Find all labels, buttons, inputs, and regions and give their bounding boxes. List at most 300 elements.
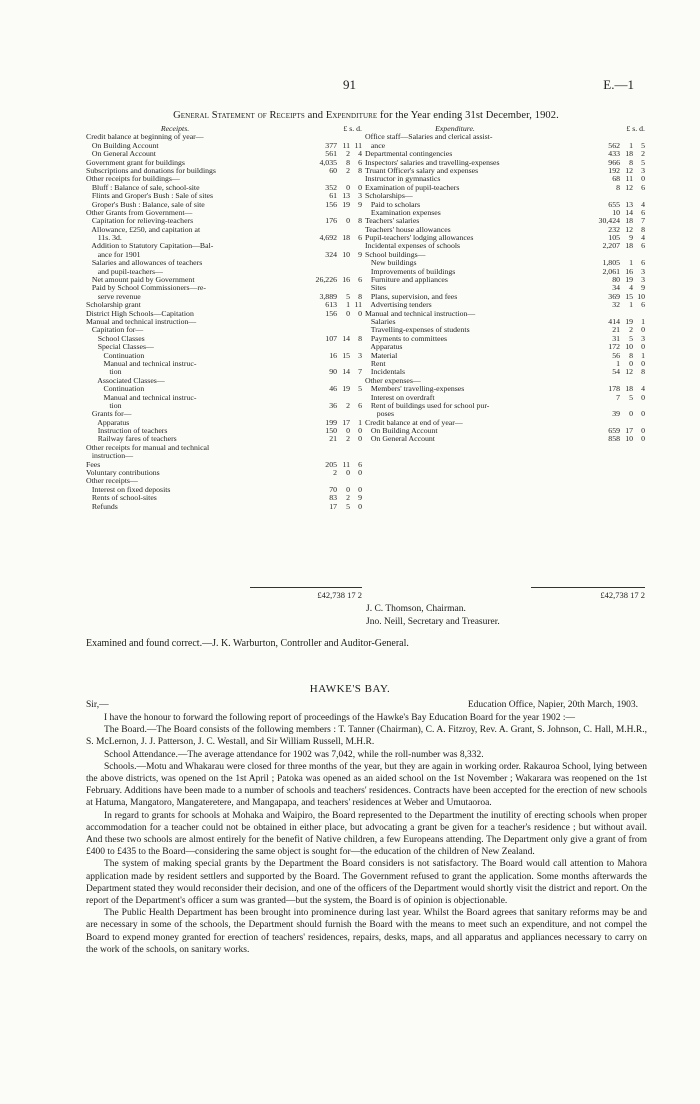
expenditure-description: Salaries bbox=[365, 317, 396, 326]
report-paragraph: In regard to grants for schools at Mohaka and Waipiro, the Board represented to the Department the inutility of erecting schools when proper accommodation for a teacher could not be obtained in either place, but advocating a grant be given for a teacher's residence ; but without avail. And these two schools are almost entirely for the benefit of Native children, a few Europeans attending. The Department only give a grant of from £400 to £435 to the Board—considering the same object is sought for—the education of the children of New Zealand. bbox=[86, 810, 647, 858]
receipts-shillings: 2 bbox=[346, 400, 350, 410]
receipts-description: Interest on fixed deposits bbox=[86, 485, 171, 494]
expenditure-description: Other expenses— bbox=[365, 376, 421, 385]
expenditure-description: Rent of buildings used for school pur- bbox=[365, 401, 490, 410]
expenditure-pence: 3 bbox=[641, 275, 645, 285]
expenditure-row bbox=[365, 268, 645, 276]
expenditure-currency: £ s. d. bbox=[626, 124, 645, 133]
receipts-pounds: 4,035 bbox=[319, 157, 337, 167]
receipts-shillings: 2 bbox=[346, 434, 350, 444]
expenditure-row bbox=[365, 276, 645, 284]
receipts-row bbox=[86, 452, 362, 460]
receipts-pence: 4 bbox=[358, 149, 362, 159]
receipts-pounds: 90 bbox=[329, 367, 337, 377]
receipts-row bbox=[86, 192, 362, 200]
expenditure-shillings: 9 bbox=[629, 233, 633, 243]
receipts-row bbox=[86, 326, 362, 334]
receipts-row bbox=[86, 159, 362, 167]
expenditure-pounds: 659 bbox=[608, 426, 620, 436]
expenditure-shillings: 0 bbox=[629, 409, 633, 419]
expenditure-pence: 0 bbox=[641, 342, 645, 352]
receipts-shillings: 11 bbox=[342, 140, 350, 150]
receipts-pence: 3 bbox=[358, 191, 362, 201]
expenditure-shillings: 18 bbox=[625, 384, 633, 394]
expenditure-row bbox=[365, 217, 645, 225]
receipts-description: Other receipts for buildings— bbox=[86, 175, 180, 184]
receipts-pence: 6 bbox=[358, 233, 362, 243]
secretary-signature: Jno. Neill, Secretary and Treasurer. bbox=[366, 617, 500, 627]
expenditure-shillings: 12 bbox=[625, 367, 633, 377]
expenditure-row bbox=[365, 402, 645, 410]
receipts-pence: 11 bbox=[354, 140, 362, 150]
receipts-description: Groper's Bush : Balance, sale of site bbox=[86, 200, 205, 209]
expenditure-row bbox=[365, 360, 645, 368]
receipts-shillings: 0 bbox=[346, 182, 350, 192]
receipts-description: Continuation bbox=[86, 385, 145, 394]
receipts-pence: 6 bbox=[358, 275, 362, 285]
receipts-shillings: 0 bbox=[346, 468, 350, 478]
receipts-shillings: 2 bbox=[346, 165, 350, 175]
receipts-pence: 9 bbox=[358, 493, 362, 503]
expenditure-pounds: 30,424 bbox=[598, 216, 620, 226]
expenditure-description: New buildings bbox=[365, 259, 417, 268]
receipts-pence: 6 bbox=[358, 459, 362, 469]
expenditure-description: On Building Account bbox=[365, 427, 438, 436]
expenditure-pence: 6 bbox=[641, 241, 645, 251]
receipts-pence: 6 bbox=[358, 157, 362, 167]
receipts-pence: 11 bbox=[354, 300, 362, 310]
receipts-row bbox=[86, 394, 362, 402]
receipts-description: Government grant for buildings bbox=[86, 158, 185, 167]
receipts-shillings: 0 bbox=[346, 308, 350, 318]
receipts-total: £42,738 17 2 bbox=[250, 587, 362, 600]
report-paragraph: The Board.—The Board consists of the following members : T. Tanner (Chairman), C. A. Fitzroy, Rev. A. Grant, S. Johnson, C. Hall, M.H.R., S. McLernon, J. J. Patterson, J. C. Westall, and Sir William Russell, M.H.R. bbox=[86, 725, 647, 748]
receipts-row bbox=[86, 301, 362, 309]
receipts-row bbox=[86, 435, 362, 443]
receipts-pence: 5 bbox=[358, 384, 362, 394]
receipts-row bbox=[86, 167, 362, 175]
receipts-description: Credit balance at beginning of year— bbox=[86, 133, 204, 142]
receipts-shillings: 5 bbox=[346, 291, 350, 301]
receipts-description: Paid by School Commissioners—re- bbox=[86, 284, 206, 293]
receipts-shillings: 16 bbox=[342, 275, 350, 285]
receipts-pence: 1 bbox=[358, 417, 362, 427]
receipts-currency: £ s. d. bbox=[343, 124, 362, 133]
receipts-row bbox=[86, 175, 362, 183]
expenditure-shillings: 0 bbox=[629, 358, 633, 368]
expenditure-description: Teachers' house allowances bbox=[365, 225, 451, 234]
expenditure-row bbox=[365, 284, 645, 292]
expenditure-pounds: 2,061 bbox=[602, 266, 620, 276]
expenditure-description: poses bbox=[365, 410, 395, 419]
receipts-pounds: 26,226 bbox=[315, 275, 337, 285]
expenditure-row bbox=[365, 335, 645, 343]
receipts-row bbox=[86, 293, 362, 301]
receipts-pence: 0 bbox=[358, 182, 362, 192]
expenditure-pence: 0 bbox=[641, 358, 645, 368]
receipts-pounds: 16 bbox=[329, 350, 337, 360]
report-paragraph: I have the honour to forward the following report of proceedings of the Hawke's Bay Education Board for the year 1902 :— bbox=[104, 713, 576, 723]
receipts-row bbox=[86, 461, 362, 469]
receipts-description: tion bbox=[86, 401, 122, 410]
expenditure-shillings: 2 bbox=[629, 325, 633, 335]
office-date: Education Office, Napier, 20th March, 1903. bbox=[467, 700, 638, 710]
expenditure-shillings: 19 bbox=[625, 316, 633, 326]
expenditure-description: Credit balance at end of year— bbox=[365, 418, 463, 427]
receipts-description: Scholarship grant bbox=[86, 301, 141, 310]
receipts-pence: 0 bbox=[358, 426, 362, 436]
expenditure-pounds: 8 bbox=[616, 182, 620, 192]
expenditure-pounds: 232 bbox=[608, 224, 620, 234]
expenditure-pounds: 80 bbox=[612, 275, 620, 285]
receipts-description: instruction— bbox=[86, 452, 133, 461]
expenditure-description: Scholarships— bbox=[365, 192, 413, 201]
expenditure-shillings: 5 bbox=[629, 392, 633, 402]
receipts-description: Railway fares of teachers bbox=[86, 435, 177, 444]
receipts-description: On Building Account bbox=[86, 141, 159, 150]
expenditure-row bbox=[365, 226, 645, 234]
expenditure-shillings: 4 bbox=[629, 283, 633, 293]
chairman-signature: J. C. Thomson, Chairman. bbox=[366, 604, 466, 614]
expenditure-description: Paid to scholars bbox=[365, 200, 421, 209]
expenditure-pounds: 172 bbox=[608, 342, 620, 352]
receipts-description: Associated Classes— bbox=[86, 376, 165, 385]
receipts-row bbox=[86, 444, 362, 452]
expenditure-pounds: 31 bbox=[612, 333, 620, 343]
expenditure-pounds: 655 bbox=[608, 199, 620, 209]
expenditure-row bbox=[365, 427, 645, 435]
receipts-pence: 8 bbox=[358, 165, 362, 175]
expenditure-description: Inspectors' salaries and travelling-expenses bbox=[365, 158, 500, 167]
expenditure-shillings: 18 bbox=[625, 216, 633, 226]
expenditure-row bbox=[365, 293, 645, 301]
expenditure-description: Payments to committees bbox=[365, 334, 448, 343]
expenditure-row bbox=[365, 385, 645, 393]
receipts-pounds: 352 bbox=[325, 182, 337, 192]
receipts-shillings: 1 bbox=[346, 300, 350, 310]
receipts-row bbox=[86, 410, 362, 418]
receipts-description: Continuation bbox=[86, 351, 145, 360]
receipts-pounds: 199 bbox=[325, 417, 337, 427]
receipts-heading: Receipts. bbox=[160, 125, 190, 133]
expenditure-shillings: 8 bbox=[629, 350, 633, 360]
receipts-description: Refunds bbox=[86, 502, 118, 511]
receipts-shillings: 11 bbox=[342, 459, 350, 469]
receipts-column bbox=[86, 125, 362, 511]
receipts-description: Allowance, £250, and capitation at bbox=[86, 225, 201, 234]
expenditure-header-row bbox=[365, 125, 645, 133]
receipts-pounds: 60 bbox=[329, 165, 337, 175]
receipts-row bbox=[86, 217, 362, 225]
expenditure-row bbox=[365, 410, 645, 418]
receipts-description: Subscriptions and donations for buildings bbox=[86, 166, 216, 175]
receipts-pounds: 61 bbox=[329, 191, 337, 201]
receipts-pounds: 21 bbox=[329, 434, 337, 444]
receipts-description: Voluntary contributions bbox=[86, 469, 160, 478]
report-body bbox=[86, 712, 647, 956]
expenditure-pounds: 39 bbox=[612, 409, 620, 419]
expenditure-shillings: 1 bbox=[629, 258, 633, 268]
expenditure-pounds: 562 bbox=[608, 140, 620, 150]
auditor-statement: Examined and found correct.—J. K. Warburton, Controller and Auditor-General. bbox=[86, 638, 409, 649]
expenditure-pence: 0 bbox=[641, 409, 645, 419]
expenditure-description: Incidental expenses of schools bbox=[365, 242, 461, 251]
receipts-description: Grants for— bbox=[86, 410, 132, 419]
receipts-description: serve revenue bbox=[86, 292, 141, 301]
expenditure-description: Teachers' salaries bbox=[365, 217, 420, 226]
page-header bbox=[0, 77, 700, 95]
receipts-row bbox=[86, 368, 362, 376]
receipts-shillings: 5 bbox=[346, 501, 350, 511]
receipts-description: Manual and technical instruction— bbox=[86, 317, 197, 326]
receipts-row bbox=[86, 427, 362, 435]
expenditure-pence: 5 bbox=[641, 157, 645, 167]
expenditure-row bbox=[365, 201, 645, 209]
receipts-pence: 3 bbox=[358, 350, 362, 360]
expenditure-pounds: 105 bbox=[608, 233, 620, 243]
expenditure-shillings: 12 bbox=[625, 224, 633, 234]
receipts-shillings: 19 bbox=[342, 199, 350, 209]
expenditure-pence: 1 bbox=[641, 316, 645, 326]
expenditure-description: Rent bbox=[365, 359, 386, 368]
expenditure-pounds: 178 bbox=[608, 384, 620, 394]
expenditure-column bbox=[365, 125, 645, 444]
expenditure-shillings: 10 bbox=[625, 342, 633, 352]
expenditure-pence: 0 bbox=[641, 434, 645, 444]
expenditure-pounds: 1,805 bbox=[602, 258, 620, 268]
report-paragraph: The system of making special grants by the Department the Board considers is not satisfactory. The Board would call attention to Mahora application made by resident settlers and supported by the Board. The Government refused to grant the application. Some months afterwards the Department stated they would reconsider their decision, and one of the officers of the Department would shortly visit the district and report. On the report of the Department's officer a sum was granted—but the system, the Board is of opinion is objectionable. bbox=[86, 859, 647, 907]
receipts-shillings: 14 bbox=[342, 333, 350, 343]
expenditure-pence: 0 bbox=[641, 174, 645, 184]
expenditure-row bbox=[365, 133, 645, 141]
receipts-shillings: 13 bbox=[342, 191, 350, 201]
receipts-pence: 8 bbox=[358, 333, 362, 343]
receipts-pounds: 156 bbox=[325, 308, 337, 318]
expenditure-row bbox=[365, 142, 645, 150]
receipts-row bbox=[86, 259, 362, 267]
expenditure-shillings: 13 bbox=[625, 199, 633, 209]
expenditure-shillings: 17 bbox=[625, 426, 633, 436]
report-paragraph: Schools.—Motu and Whakarau were closed for three months of the year, but they are again in working order. Rakauroa School, lying between the above districts, was opened on the 1st April ; Patoka was opened as an aided school on the 1st November ; Wakarara was reopened on the 1st February. Additions have been made to a number of schools and teachers' residences. Contracts have been accepted for the erection of new schools at Hatuma, Mangatoro, Mangateretere, and Mangapapa, and teachers' residences at Weber and Umutaoroa. bbox=[86, 761, 647, 809]
expenditure-description: Travelling-expenses of students bbox=[365, 326, 470, 335]
receipts-description: Salaries and allowances of teachers bbox=[86, 259, 203, 268]
receipts-description: Other receipts for manual and technical bbox=[86, 443, 210, 452]
receipts-row bbox=[86, 477, 362, 485]
receipts-shillings: 0 bbox=[346, 484, 350, 494]
receipts-row bbox=[86, 310, 362, 318]
expenditure-pounds: 2,207 bbox=[602, 241, 620, 251]
expenditure-pence: 0 bbox=[641, 426, 645, 436]
receipts-description: Flints and Groper's Bush : Sale of sites bbox=[86, 192, 214, 201]
expenditure-pence: 6 bbox=[641, 207, 645, 217]
receipts-row bbox=[86, 352, 362, 360]
salutation: Sir,— bbox=[86, 700, 109, 710]
expenditure-row bbox=[365, 352, 645, 360]
receipts-row bbox=[86, 402, 362, 410]
expenditure-shillings: 12 bbox=[625, 165, 633, 175]
expenditure-description: Members' travelling-expenses bbox=[365, 385, 465, 394]
expenditure-shillings: 8 bbox=[629, 157, 633, 167]
receipts-row bbox=[86, 234, 362, 242]
expenditure-heading: Expenditure. bbox=[435, 125, 475, 133]
statement-title-and: and bbox=[307, 110, 324, 121]
expenditure-shillings: 1 bbox=[629, 140, 633, 150]
expenditure-shillings: 10 bbox=[625, 434, 633, 444]
expenditure-description: Sites bbox=[365, 284, 387, 293]
receipts-row bbox=[86, 201, 362, 209]
expenditure-pence: 0 bbox=[641, 392, 645, 402]
expenditure-pence: 7 bbox=[641, 216, 645, 226]
receipts-pence: 8 bbox=[358, 216, 362, 226]
expenditure-total: £42,738 17 2 bbox=[531, 587, 645, 600]
statement-title bbox=[86, 110, 646, 121]
receipts-pounds: 17 bbox=[329, 501, 337, 511]
expenditure-pounds: 21 bbox=[612, 325, 620, 335]
expenditure-row bbox=[365, 419, 645, 427]
expenditure-row bbox=[365, 175, 645, 183]
expenditure-description: Pupil-teachers' lodging allowances bbox=[365, 234, 474, 243]
receipts-pounds: 36 bbox=[329, 400, 337, 410]
receipts-description: and pupil-teachers— bbox=[86, 267, 163, 276]
receipts-description: District High Schools—Capitation bbox=[86, 309, 194, 318]
receipts-description: Manual and technical instruc- bbox=[86, 393, 197, 402]
receipts-row bbox=[86, 142, 362, 150]
expenditure-description: Improvements of buildings bbox=[365, 267, 456, 276]
receipts-description: Manual and technical instruc- bbox=[86, 359, 197, 368]
expenditure-pence: 6 bbox=[641, 182, 645, 192]
expenditure-pounds: 369 bbox=[608, 291, 620, 301]
receipts-description: tion bbox=[86, 368, 122, 377]
receipts-pence: 8 bbox=[358, 291, 362, 301]
expenditure-description: Apparatus bbox=[365, 343, 403, 352]
receipts-description: Capitation for— bbox=[86, 326, 144, 335]
receipts-pounds: 70 bbox=[329, 484, 337, 494]
receipts-pounds: 324 bbox=[325, 249, 337, 259]
expenditure-row bbox=[365, 159, 645, 167]
expenditure-pence: 2 bbox=[641, 149, 645, 159]
receipts-pounds: 83 bbox=[329, 493, 337, 503]
expenditure-shillings: 15 bbox=[625, 291, 633, 301]
expenditure-row bbox=[365, 326, 645, 334]
expenditure-row bbox=[365, 318, 645, 326]
expenditure-description: Instructor in gymnastics bbox=[365, 175, 441, 184]
receipts-row bbox=[86, 343, 362, 351]
receipts-shillings: 18 bbox=[342, 233, 350, 243]
statement-title-prefix: General Statement of Receipts bbox=[173, 110, 305, 121]
receipts-row bbox=[86, 469, 362, 477]
receipts-pence: 0 bbox=[358, 484, 362, 494]
expenditure-pounds: 68 bbox=[612, 174, 620, 184]
expenditure-description: On General Account bbox=[365, 435, 435, 444]
expenditure-pence: 8 bbox=[641, 367, 645, 377]
receipts-description: Apparatus bbox=[86, 418, 130, 427]
receipts-row bbox=[86, 486, 362, 494]
expenditure-pence: 3 bbox=[641, 333, 645, 343]
receipts-description: School Classes bbox=[86, 334, 145, 343]
receipts-row bbox=[86, 419, 362, 427]
expenditure-row bbox=[365, 377, 645, 385]
expenditure-pence: 4 bbox=[641, 199, 645, 209]
receipts-shillings: 2 bbox=[346, 149, 350, 159]
receipts-row bbox=[86, 335, 362, 343]
receipts-pounds: 46 bbox=[329, 384, 337, 394]
expenditure-row bbox=[365, 192, 645, 200]
expenditure-description: Examination expenses bbox=[365, 208, 441, 217]
page-number: 91 bbox=[343, 77, 356, 92]
receipts-description: Capitation for relieving-teachers bbox=[86, 217, 194, 226]
expenditure-pounds: 1 bbox=[616, 358, 620, 368]
page-reference: E.—1 bbox=[603, 77, 634, 92]
receipts-row bbox=[86, 360, 362, 368]
receipts-pounds: 205 bbox=[325, 459, 337, 469]
receipts-shillings: 2 bbox=[346, 493, 350, 503]
receipts-shillings: 0 bbox=[346, 426, 350, 436]
receipts-pounds: 150 bbox=[325, 426, 337, 436]
receipts-description: Special Classes— bbox=[86, 343, 154, 352]
expenditure-pounds: 192 bbox=[608, 165, 620, 175]
expenditure-pounds: 414 bbox=[608, 316, 620, 326]
expenditure-description: Material bbox=[365, 351, 398, 360]
expenditure-shillings: 18 bbox=[625, 241, 633, 251]
receipts-description: Other receipts— bbox=[86, 477, 138, 486]
statement-title-suffix: for the Year ending 31st December, 1902. bbox=[380, 110, 559, 121]
expenditure-pounds: 34 bbox=[612, 283, 620, 293]
expenditure-row bbox=[365, 394, 645, 402]
expenditure-shillings: 11 bbox=[625, 174, 633, 184]
receipts-row bbox=[86, 184, 362, 192]
receipts-pence: 0 bbox=[358, 468, 362, 478]
expenditure-pence: 10 bbox=[637, 291, 645, 301]
expenditure-description: ance bbox=[365, 141, 386, 150]
expenditure-row bbox=[365, 435, 645, 443]
expenditure-row bbox=[365, 242, 645, 250]
statement-title-expenditure: Expenditure bbox=[325, 110, 378, 121]
receipts-pence: 0 bbox=[358, 308, 362, 318]
expenditure-shillings: 12 bbox=[625, 182, 633, 192]
receipts-description: Net amount paid by Government bbox=[86, 276, 195, 285]
expenditure-pence: 4 bbox=[641, 233, 645, 243]
receipts-pence: 0 bbox=[358, 434, 362, 444]
expenditure-description: Furniture and appliances bbox=[365, 276, 448, 285]
receipts-pence: 9 bbox=[358, 249, 362, 259]
receipts-pounds: 613 bbox=[325, 300, 337, 310]
expenditure-pence: 1 bbox=[641, 350, 645, 360]
expenditure-row bbox=[365, 301, 645, 309]
expenditure-pounds: 54 bbox=[612, 367, 620, 377]
expenditure-description: Office staff—Salaries and clerical assist- bbox=[365, 133, 493, 142]
receipts-pounds: 3,889 bbox=[319, 291, 337, 301]
expenditure-pence: 6 bbox=[641, 258, 645, 268]
expenditure-pence: 8 bbox=[641, 224, 645, 234]
receipts-pounds: 377 bbox=[325, 140, 337, 150]
receipts-row bbox=[86, 242, 362, 250]
expenditure-row bbox=[365, 343, 645, 351]
receipts-shillings: 10 bbox=[342, 249, 350, 259]
receipts-pounds: 176 bbox=[325, 216, 337, 226]
expenditure-pence: 3 bbox=[641, 165, 645, 175]
expenditure-pence: 3 bbox=[641, 266, 645, 276]
receipts-row bbox=[86, 209, 362, 217]
expenditure-description: School buildings— bbox=[365, 250, 426, 259]
expenditure-shillings: 14 bbox=[625, 207, 633, 217]
expenditure-pence: 0 bbox=[641, 325, 645, 335]
receipts-pounds: 156 bbox=[325, 199, 337, 209]
expenditure-description: Advertising tenders bbox=[365, 301, 432, 310]
receipts-shillings: 8 bbox=[346, 157, 350, 167]
receipts-shillings: 0 bbox=[346, 216, 350, 226]
expenditure-description: Interest on overdraft bbox=[365, 393, 435, 402]
receipts-row bbox=[86, 318, 362, 326]
